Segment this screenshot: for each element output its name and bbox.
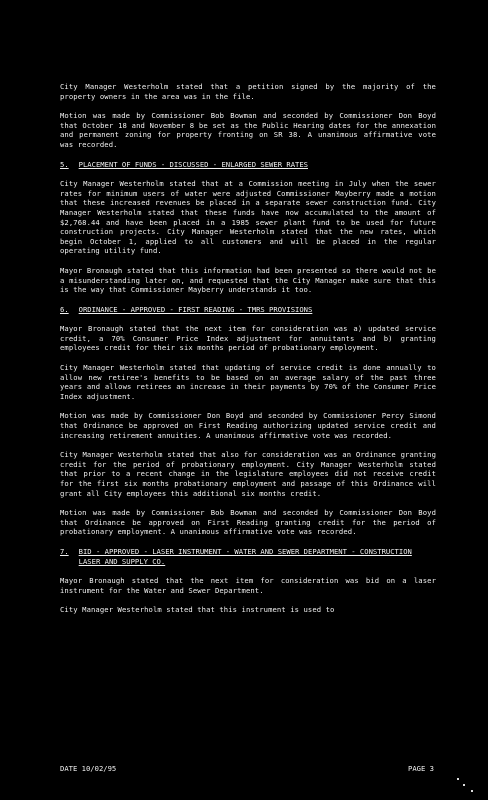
- section-number: 7.: [60, 546, 69, 556]
- page-footer: [60, 764, 434, 774]
- paragraph: Motion was made by Commissioner Bob Bowman and seconded by Commissioner Don Boyd that Ordinance be approved on First Reading granting credit for the period of probationary employment. A unanimous affirmative vote was recorded.: [60, 508, 436, 537]
- section-heading: [60, 305, 436, 315]
- scan-speck: [463, 784, 465, 786]
- document-page: [60, 82, 436, 625]
- paragraph: Motion was made by Commissioner Don Boyd and seconded by Commissioner Percy Simond that Ordinance be approved on First Reading authorizing updated service credit and increasing retirement annuities. A unanimous affirmative vote was recorded.: [60, 411, 436, 440]
- section-number: 6.: [60, 304, 69, 314]
- paragraph: City Manager Westerholm stated that updating of service credit is done annually to allow new retiree's benefits to be based on an average salary of the past three years and allows retirees an increase in their payments by 70% of the Consumer Price Index adjustment.: [60, 363, 436, 401]
- section-number: 5.: [60, 159, 69, 169]
- scan-speck: [471, 790, 473, 792]
- scan-speck: [457, 778, 459, 780]
- paragraph: City Manager Westerholm stated that a petition signed by the majority of the property owners in the area was in the file.: [60, 82, 436, 101]
- paragraph: Mayor Bronaugh stated that the next item for consideration was a) updated service credit, a 70% Consumer Price Index adjustment for annuitants and b) granting employees credit for their six months period of probationary employment.: [60, 324, 436, 353]
- paragraph: City Manager Westerholm stated that also for consideration was an Ordinance granting credit for the period of probationary employment. City Manager Westerholm stated that prior to a recent change in the legislature employees did not receive credit for the first six months probationary employment and passage of this Ordinance will grant all City employees this additional six months credit.: [60, 450, 436, 498]
- paragraph: City Manager Westerholm stated that at a Commission meeting in July when the sewer rates for minimum users of water were adjusted Commissioner Mayberry made a motion that these increased revenues be placed in a separate sewer construction fund. City Manager Westerholm stated that these funds have now accumulated to the amount of $2,768.44 and have been placed in a 1985 sewer plant fund to be used for future construction projects. City Manager Westerholm stated that the new rates, which begin October 1, applied to all customers and will be placed in the regular operating utility fund.: [60, 179, 436, 256]
- paragraph: City Manager Westerholm stated that this instrument is used to: [60, 605, 335, 615]
- section-title: BID - APPROVED - LASER INSTRUMENT - WATER AND SEWER DEPARTMENT - CONSTRUCTION LASER AND SUPPLY CO.: [78, 546, 412, 566]
- footer-date: DATE 10/02/95: [60, 764, 117, 773]
- section-heading: [60, 547, 436, 566]
- paragraph: Motion was made by Commissioner Bob Bowman and seconded by Commissioner Don Boyd that October 18 and November 8 be set as the Public Hearing dates for the annexation and permanent zoning for property fronting on SR 38. A unanimous affirmative vote was recorded.: [60, 111, 436, 149]
- paragraph: Mayor Bronaugh stated that this information had been presented so there would not be a misunderstanding later on, and requested that the City Manager make sure that this is the way that Commissioner Mayberry understands it too.: [60, 265, 436, 295]
- section-title: ORDINANCE - APPROVED - FIRST READING - TMRS PROVISIONS: [78, 304, 313, 314]
- paragraph: Mayor Bronaugh stated that the next item for consideration was bid on a laser instrument for the Water and Sewer Department.: [60, 576, 436, 595]
- section-heading: [60, 160, 436, 170]
- section-title: PLACEMENT OF FUNDS - DISCUSSED - ENLARGED SEWER RATES: [78, 159, 308, 169]
- footer-page-number: PAGE 3: [408, 764, 434, 773]
